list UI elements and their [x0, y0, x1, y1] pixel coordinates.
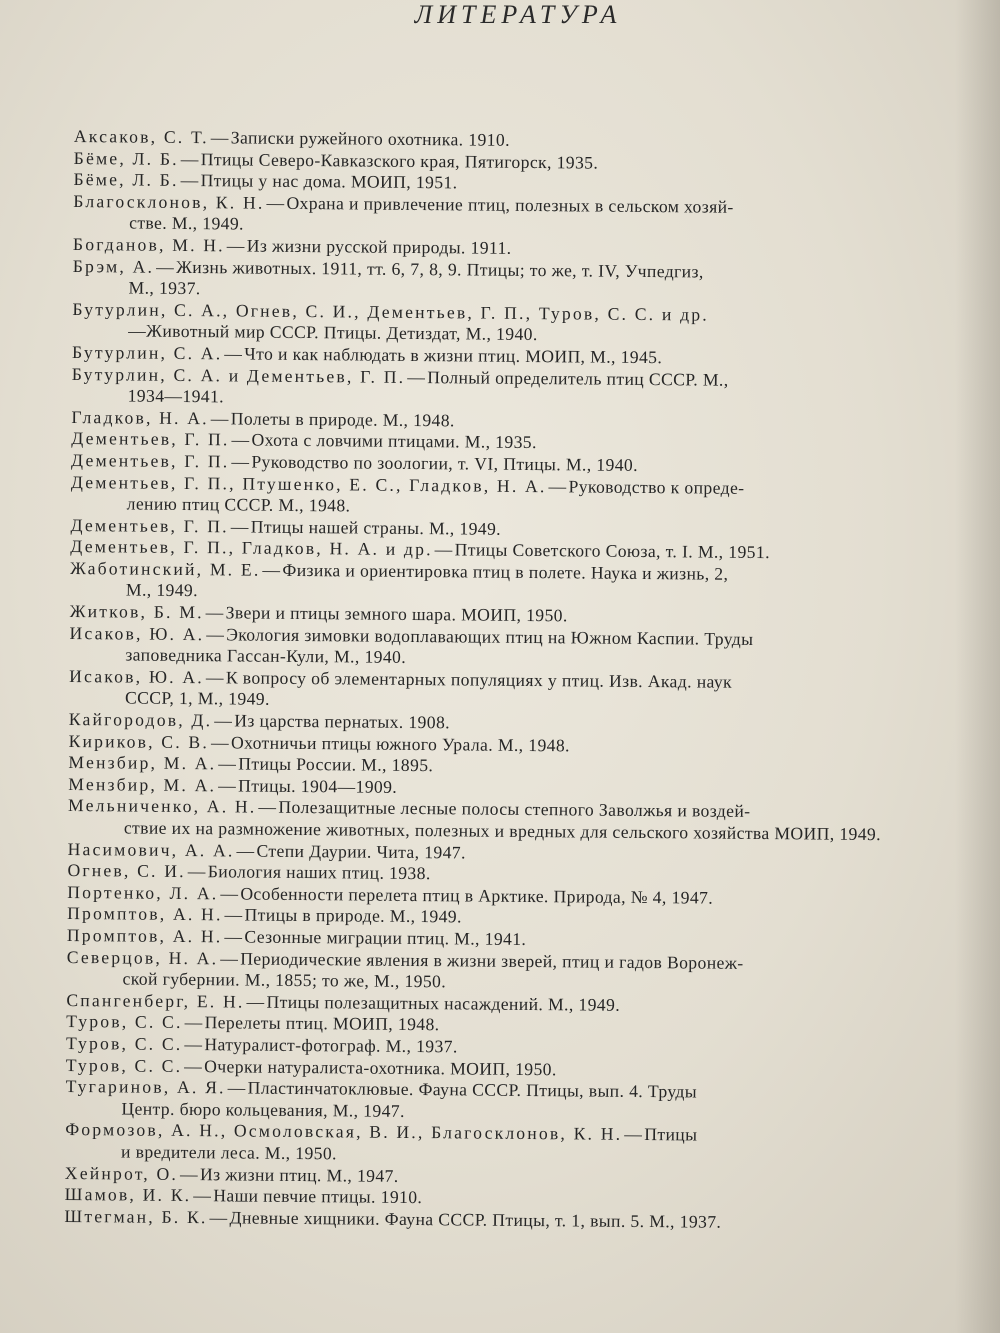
em-dash: —	[180, 148, 199, 169]
em-dash: —	[624, 1124, 643, 1145]
em-dash: —	[220, 883, 239, 904]
reference-author: Благосклонов, К. Н.	[73, 190, 265, 213]
em-dash: —	[193, 1185, 212, 1206]
em-dash: —	[210, 127, 229, 148]
reference-author: Дементьев, Г. П.	[70, 449, 230, 472]
reference-author: Кириков, С. В.	[68, 730, 210, 752]
reference-list	[64, 126, 954, 1235]
reference-author: Исаков, Ю. А.	[69, 622, 205, 644]
reference-title: Из жизни русской природы. 1911.	[246, 235, 512, 258]
reference-continuation: стве. М., 1949.	[129, 212, 244, 234]
reference-title: Степи Даурии. Чита, 1947.	[256, 840, 466, 863]
reference-entry	[65, 1076, 945, 1127]
reference-author: Дементьев, Г. П.	[71, 428, 230, 450]
reference-author: Туров, С. С.	[65, 1054, 183, 1076]
reference-title: Полный определитель птиц СССР. М.,	[427, 366, 729, 390]
reference-author: Туров, С. С.	[66, 1011, 183, 1033]
reference-title: К вопросу об элементарных популяциях у птиц. Изв. Акад. наук	[225, 667, 733, 692]
reference-title: Периодические явления в жизни зверей, птиц и гадов Воронеж-	[240, 948, 744, 973]
reference-title: Пластинчатоклювые. Фауна СССР. Птицы, вып. 4. Труды	[247, 1077, 698, 1102]
reference-author: Шамов, И. К.	[64, 1184, 192, 1206]
reference-author: Гладков, Н. А.	[71, 406, 209, 428]
reference-author: Хейнрот, О.	[64, 1162, 179, 1184]
em-dash: —	[227, 1077, 246, 1098]
reference-title: Птицы нашей страны. М., 1949.	[250, 516, 502, 539]
reference-author: Промптов, А. Н.	[67, 903, 223, 925]
em-dash: —	[206, 623, 225, 644]
reference-title: Записки ружейного охотника. 1910.	[230, 127, 511, 150]
em-dash: —	[262, 559, 281, 580]
em-dash: —	[548, 475, 567, 496]
em-dash: —	[209, 1206, 228, 1228]
em-dash: —	[205, 667, 224, 688]
reference-author: Промптов, А. Н.	[66, 924, 223, 947]
em-dash: —	[210, 407, 229, 429]
reference-title: Экология зимовки водоплавающих птиц на Южном Каспии. Труды	[226, 624, 754, 649]
reference-author: Дементьев, Г. П., Гладков, Н. А. и др.	[70, 536, 433, 560]
reference-continuation: —Животный мир СССР. Птицы. Детиздат, М., 1940.	[128, 320, 538, 345]
reference-author: Штегман, Б. К.	[64, 1205, 208, 1227]
reference-entry	[72, 364, 952, 415]
reference-author: Северцов, Н. А.	[66, 946, 219, 968]
reference-title: Особенности перелета птиц в Арктике. Природа, № 4, 1947.	[240, 883, 714, 908]
reference-author: Бутурлин, С. А.	[71, 341, 223, 364]
reference-title: Охота с ловчими птицами. М., 1935.	[251, 429, 537, 453]
reference-continuation: СССР, 1, М., 1949.	[124, 687, 270, 710]
reference-author: Огнев, С. И.	[67, 860, 186, 882]
reference-title: Биология наших птиц. 1938.	[207, 861, 431, 884]
reference-title: Птицы полезащитных насаждений. М., 1949.	[266, 991, 621, 1015]
reference-author: Мельниченко, А. Н.	[67, 795, 257, 818]
reference-title: Птицы в природе. М., 1949.	[244, 904, 462, 927]
em-dash: —	[407, 366, 426, 387]
reference-entry	[69, 623, 949, 674]
reference-title: Из царства пернатых. 1908.	[234, 710, 451, 733]
reference-entry	[66, 947, 946, 998]
reference-author: Дементьев, Г. П., Птушенко, Е. С., Гладков, Н. А.	[70, 471, 547, 496]
reference-continuation: М., 1937.	[128, 277, 201, 299]
reference-author: Исаков, Ю. А.	[69, 665, 204, 687]
page-fold-shadow	[955, 0, 1000, 1333]
reference-title: Натуралист-фотограф. М., 1937.	[204, 1034, 458, 1057]
reference-title: Птицы России. М., 1895.	[238, 753, 434, 776]
em-dash: —	[218, 775, 237, 796]
reference-author: Бёме, Л. Б.	[73, 169, 179, 191]
reference-title: Перелеты птиц. МОИП, 1948.	[204, 1012, 440, 1035]
reference-author: Кайгородов, Д.	[68, 709, 213, 731]
em-dash: —	[218, 753, 237, 774]
reference-author: Богданов, М. Н.	[72, 233, 225, 256]
reference-entry	[72, 256, 952, 307]
reference-entry	[65, 1119, 945, 1170]
em-dash: —	[156, 256, 175, 277]
reference-entry	[72, 299, 952, 350]
reference-title: Дневные хищники. Фауна СССР. Птицы, т. 1, вып. 5. М., 1937.	[229, 1207, 722, 1232]
reference-title: Полезащитные лесные полосы степного Заволжья и воздей-	[278, 797, 751, 822]
em-dash: —	[187, 861, 206, 882]
reference-entry	[69, 666, 949, 717]
page-heading: ЛИТЕРАТУРА	[414, 0, 622, 29]
reference-title: Физика и ориентировка птиц в полете. Наука и жизнь, 2,	[282, 559, 729, 584]
reference-title: Что и как наблюдать в жизни птиц. МОИП, М., 1945.	[244, 343, 663, 368]
reference-title: Птицы. 1904—1909.	[238, 775, 398, 797]
em-dash: —	[434, 539, 453, 560]
reference-entry	[68, 795, 948, 846]
reference-author: Бутурлин, С. А., Огнев, С. И., Дементьев, Г. П., Туров, С. С. и др.	[72, 298, 709, 325]
reference-continuation: 1934—1941.	[127, 385, 225, 407]
em-dash: —	[224, 904, 243, 925]
em-dash: —	[205, 602, 224, 623]
reference-author: Бёме, Л. Б.	[73, 147, 179, 169]
reference-author: Спангенберг, Е. Н.	[66, 989, 245, 1012]
reference-author: Брэм, А.	[72, 255, 155, 277]
em-dash: —	[179, 1163, 199, 1184]
reference-continuation: ствие их на размножение животных, полезных и вредных для сельского хозяйства МОИП, 1949.	[123, 817, 882, 845]
reference-entry	[71, 471, 951, 522]
reference-author: Мензбир, М. А.	[68, 752, 217, 774]
reference-continuation: и вредители леса. М., 1950.	[120, 1141, 337, 1164]
reference-title: Жизнь животных. 1911, тт. 6, 7, 8, 9. Птицы; то же, т. IV, Учпедгиз,	[176, 256, 704, 282]
em-dash: —	[266, 192, 285, 213]
reference-author: Бутурлин, С. А. и Дементьев, Г. П.	[71, 363, 406, 387]
em-dash: —	[236, 840, 255, 861]
reference-author: Житков, Б. М.	[69, 601, 204, 623]
reference-author: Насимович, А. А.	[67, 838, 235, 861]
reference-entry	[70, 558, 950, 609]
em-dash: —	[231, 429, 250, 450]
reference-continuation: Центр. бюро кольцевания, М., 1947.	[121, 1098, 405, 1121]
em-dash: —	[210, 731, 230, 753]
reference-author: Тугаринов, А. Я.	[65, 1076, 226, 1098]
reference-author: Дементьев, Г. П.	[70, 514, 229, 537]
em-dash: —	[220, 947, 239, 969]
reference-title: Очерки натуралиста-охотника. МОИП, 1950.	[204, 1055, 557, 1079]
reference-title: Птицы	[644, 1124, 698, 1145]
reference-title: Охрана и привлечение птиц, полезных в сельском хозяй-	[286, 192, 734, 217]
reference-title: Птицы Советского Союза, т. I. М., 1951.	[454, 539, 771, 563]
reference-title: Из жизни птиц. М., 1947.	[199, 1163, 399, 1186]
em-dash: —	[258, 797, 277, 818]
em-dash: —	[226, 235, 245, 256]
reference-author: Формозов, А. Н., Осмоловская, В. И., Благосклонов, К. Н.	[65, 1119, 623, 1145]
em-dash: —	[184, 1033, 203, 1055]
reference-title: Птицы Северо-Кавказского края, Пятигорск, 1935.	[200, 148, 599, 173]
em-dash: —	[224, 343, 243, 364]
em-dash: —	[184, 1055, 203, 1076]
reference-title: Охотничьи птицы южного Урала. М., 1948.	[230, 732, 570, 755]
reference-title: Сезонные миграции птиц. М., 1941.	[244, 926, 527, 949]
em-dash: —	[230, 516, 249, 537]
reference-author: Жаботинский, М. Е.	[70, 557, 261, 580]
reference-title: Звери и птицы земного шара. МОИП, 1950.	[225, 602, 568, 626]
reference-title: Полеты в природе. М., 1948.	[230, 408, 455, 431]
reference-title: Наши певчие птицы. 1910.	[213, 1185, 423, 1208]
em-dash: —	[231, 451, 250, 472]
reference-title: Птицы у нас дома. МОИП, 1951.	[200, 170, 458, 193]
reference-continuation: ской губернии. М., 1855; то же, М., 1950.	[122, 968, 447, 992]
em-dash: —	[180, 170, 199, 191]
reference-author: Портенко, Л. А.	[67, 881, 219, 904]
em-dash: —	[184, 1012, 203, 1033]
reference-continuation: лению птиц СССР. М., 1948.	[126, 493, 351, 516]
reference-author: Аксаков, С. Т.	[73, 126, 209, 148]
reference-title: Руководство по зоологии, т. VI, Птицы. М., 1940.	[251, 451, 639, 475]
reference-author: Мензбир, М. А.	[68, 773, 217, 796]
reference-continuation: заповедника Гассан-Кули, М., 1940.	[125, 644, 407, 668]
em-dash: —	[224, 926, 243, 947]
reference-author: Туров, С. С.	[65, 1032, 183, 1054]
em-dash: —	[214, 710, 233, 731]
reference-continuation: М., 1949.	[125, 579, 199, 601]
reference-title: Руководство к опреде-	[568, 475, 745, 498]
reference-entry	[73, 191, 953, 242]
em-dash: —	[246, 991, 265, 1012]
